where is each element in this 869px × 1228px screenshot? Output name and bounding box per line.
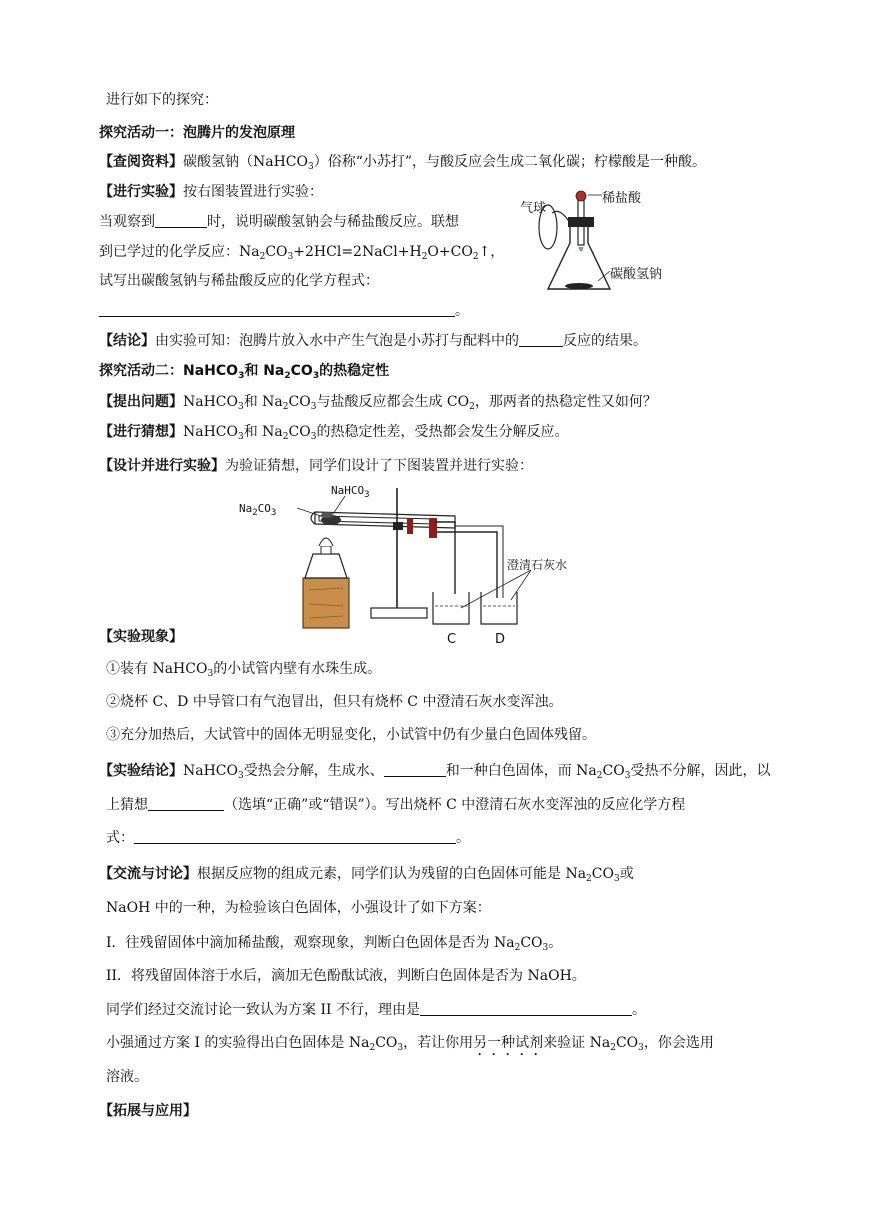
beaker-c xyxy=(433,592,469,624)
answer-blank[interactable] xyxy=(99,302,455,317)
sub: 3 xyxy=(270,508,277,518)
line-write-equation: 试写出碳酸氢钠与稀盐酸反应的化学方程式： xyxy=(99,273,379,289)
sub: 2 xyxy=(596,771,603,781)
sub: 3 xyxy=(238,402,244,412)
text: ，那两者的热稳定性又如何？ xyxy=(474,394,657,410)
line-extension-tag: 【拓展与应用】 xyxy=(99,1103,197,1119)
text: CO xyxy=(288,394,311,410)
activity-one-heading: 探究活动一：泡腾片的发泡原理 xyxy=(99,125,295,141)
text: ①装有 NaHCO xyxy=(106,661,208,677)
na2co3-label xyxy=(239,502,277,518)
sub: 3 xyxy=(238,432,244,442)
line-question xyxy=(99,393,657,411)
sub: 3 xyxy=(310,402,317,412)
text: I．往残留固体中滴加稀盐酸，观察现象，判断白色固体是否为 Na xyxy=(106,935,515,951)
text: 和一种白色固体，而 Na xyxy=(445,763,597,779)
wooden-block xyxy=(303,578,349,628)
sub: 2 xyxy=(586,874,592,884)
dropper-bulb xyxy=(576,191,586,201)
line-other-reagent xyxy=(106,1034,714,1059)
text: CO xyxy=(591,866,614,882)
text: 到已学过的化学反应：Na xyxy=(99,244,260,260)
line-conclusion xyxy=(99,332,647,350)
text: ，你会选用 xyxy=(643,1035,714,1051)
text: 探究活动二：NaHCO xyxy=(99,363,239,379)
text: 当观察到 xyxy=(99,214,155,230)
text: CO xyxy=(265,244,288,260)
sub: 2 xyxy=(369,1043,376,1053)
text: 受热不分解，因此，以 xyxy=(630,763,771,779)
text: 。 xyxy=(548,935,563,951)
text: 上猜想 xyxy=(106,797,148,813)
text: 和 Na xyxy=(243,394,283,410)
flask-apparatus-figure xyxy=(520,185,690,300)
line-observe xyxy=(99,213,459,231)
sub: 2 xyxy=(421,252,428,262)
text: 或 xyxy=(619,866,634,882)
sub: 2 xyxy=(610,1043,616,1053)
line-phenomenon-3: ③充分加热后，大试管中的固体无明显变化，小试管中仍有少量白色固体残留。 xyxy=(106,727,596,743)
sub: 3 xyxy=(364,490,370,500)
answer-blank[interactable] xyxy=(519,332,563,347)
line-formula-blank xyxy=(106,829,470,847)
sub: 2 xyxy=(282,402,289,412)
stopper-inner xyxy=(407,518,413,534)
balloon-label: 气球 xyxy=(520,201,547,216)
text: 和 Na xyxy=(244,363,285,379)
beaker-d-label: D xyxy=(495,632,506,647)
stopper xyxy=(568,217,594,227)
line-research-info xyxy=(99,153,706,171)
solid-label: 碳酸氢钠 xyxy=(610,267,663,282)
text: （选填“正确”或“错误”）。写出烧杯 C 中澄清石灰水变浑浊的反应化学方程 xyxy=(224,797,686,813)
nahco3-label xyxy=(331,484,370,500)
text: 。 xyxy=(455,303,469,319)
section-tag: 【设计并进行实验】 xyxy=(99,458,225,474)
section-tag: 【提出问题】 xyxy=(99,394,183,410)
text: CO xyxy=(288,424,311,440)
heating-apparatus-figure xyxy=(235,482,595,652)
beaker-d xyxy=(481,592,517,624)
text: 时，说明碳酸氢钠会与稀盐酸反应。联想 xyxy=(207,214,459,230)
sub: 3 xyxy=(310,432,317,442)
line-reason xyxy=(106,1001,646,1019)
solid-pile xyxy=(565,283,593,289)
text: Na xyxy=(239,502,253,515)
text: 小强通过方案 I 的实验得出白色固体是 Na xyxy=(106,1035,370,1051)
text: NaHCO xyxy=(331,484,365,497)
sub: 2 xyxy=(469,402,475,412)
sub: 3 xyxy=(624,771,631,781)
text: 为验证猜想，同学们设计了下图装置并进行实验： xyxy=(225,458,533,474)
sub: 3 xyxy=(542,943,549,953)
text: O+CO xyxy=(427,244,473,260)
beaker-c-label: C xyxy=(447,632,457,647)
sub: 2 xyxy=(259,252,266,262)
line-plan-1 xyxy=(106,934,562,952)
section-tag: 【交流与讨论】 xyxy=(99,866,197,882)
stand-base xyxy=(371,608,427,618)
text: 碳酸氢钠（NaHCO xyxy=(183,154,308,170)
answer-blank[interactable] xyxy=(420,1001,632,1016)
text: CO xyxy=(520,935,543,951)
line-phenomenon-1 xyxy=(106,660,381,678)
line-result-conclusion xyxy=(99,762,770,780)
sub: 2 xyxy=(472,252,479,262)
text: +2HCl=2NaCl+H xyxy=(293,244,422,260)
answer-blank[interactable] xyxy=(384,762,446,777)
text: 由实验可知：泡腾片放入水中产生气泡是小苏打与配料中的 xyxy=(155,333,519,349)
sub: 2 xyxy=(514,943,521,953)
answer-blank[interactable] xyxy=(134,829,456,844)
line-phenomenon-2: ②烧杯 C、D 中导管口有气泡冒出，但只有烧杯 C 中澄清石灰水变浑浊。 xyxy=(106,694,563,710)
line-solution: 溶液。 xyxy=(106,1069,148,1085)
sub: 3 xyxy=(638,1043,644,1053)
line-hypothesis xyxy=(99,423,568,441)
text: CO xyxy=(375,1035,398,1051)
stopper-outer xyxy=(429,518,437,538)
text: CO xyxy=(602,763,625,779)
sub: 3 xyxy=(312,371,320,381)
line-intro: 进行如下的探究： xyxy=(106,92,218,108)
section-tag: 【结论】 xyxy=(99,333,155,349)
text: 来验证 Na xyxy=(543,1035,611,1051)
text: 同学们经过交流讨论一致认为方案 II 不行，理由是 xyxy=(106,1002,420,1018)
line-phenomena-tag: 【实验现象】 xyxy=(99,629,183,645)
text: CO xyxy=(615,1035,639,1051)
text: ↑， xyxy=(478,244,505,260)
line-hypothesis-check xyxy=(106,796,685,814)
section-tag: 【查阅资料】 xyxy=(99,154,183,170)
emphasis-text: 另一种试剂 xyxy=(473,1035,544,1051)
sub: 3 xyxy=(613,874,620,884)
sub: 3 xyxy=(238,771,244,781)
section-tag: 【进行猜想】 xyxy=(99,424,183,440)
limewater-label: 澄清石灰水 xyxy=(507,558,568,572)
sub: 2 xyxy=(252,508,258,518)
sub: 2 xyxy=(282,432,289,442)
line-experiment xyxy=(99,183,323,201)
acid-label: 稀盐酸 xyxy=(602,191,642,206)
text: 。 xyxy=(456,830,470,846)
text: CO xyxy=(257,502,271,515)
alcohol-lamp xyxy=(305,554,347,578)
sub: 3 xyxy=(238,371,245,381)
text: NaHCO xyxy=(183,763,238,779)
sub: 3 xyxy=(207,669,214,679)
sub: 3 xyxy=(397,1043,404,1053)
text: 式： xyxy=(106,830,134,846)
text: ，若让你用 xyxy=(403,1035,474,1051)
sub: 3 xyxy=(308,162,314,172)
line-design xyxy=(99,457,533,475)
line-equation-blank xyxy=(99,302,469,320)
text: NaHCO xyxy=(183,394,238,410)
text: 按右图装置进行实验： xyxy=(183,184,323,200)
line-plan-2: II．将残留固体溶于水后，滴加无色酚酞试液，判断白色固体是否为 NaOH。 xyxy=(106,968,586,984)
text: 与盐酸反应都会生成 CO xyxy=(316,394,470,410)
text: 的热稳定性差，受热都会发生分解反应。 xyxy=(316,424,569,440)
line-plan-intro: NaOH 中的一种，为检验该白色固体，小强设计了如下方案： xyxy=(106,900,491,916)
section-tag: 【进行实验】 xyxy=(99,184,183,200)
line-known-reaction xyxy=(99,243,504,261)
text: 和 Na xyxy=(243,424,283,440)
text: 受热会分解，生成水、 xyxy=(243,763,384,779)
text: 反应的结果。 xyxy=(563,333,647,349)
text: 根据反应物的组成元素，同学们认为残留的白色固体可能是 Na xyxy=(197,866,587,882)
answer-blank[interactable] xyxy=(148,796,224,811)
section-tag: 【实验结论】 xyxy=(99,763,183,779)
text: NaHCO xyxy=(183,424,238,440)
text: 的小试管内壁有水珠生成。 xyxy=(213,661,382,677)
text: 。 xyxy=(631,1002,646,1018)
line-discussion xyxy=(99,865,634,883)
activity-two-heading xyxy=(99,362,389,380)
text: ）俗称“小苏打”，与酸反应会生成二氧化碳；柠檬酸是一种酸。 xyxy=(313,154,707,170)
answer-blank[interactable] xyxy=(155,213,207,228)
sub: 2 xyxy=(284,371,291,381)
sub: 3 xyxy=(287,252,294,262)
text: 的热稳定性 xyxy=(319,363,390,379)
text: CO xyxy=(290,363,313,379)
